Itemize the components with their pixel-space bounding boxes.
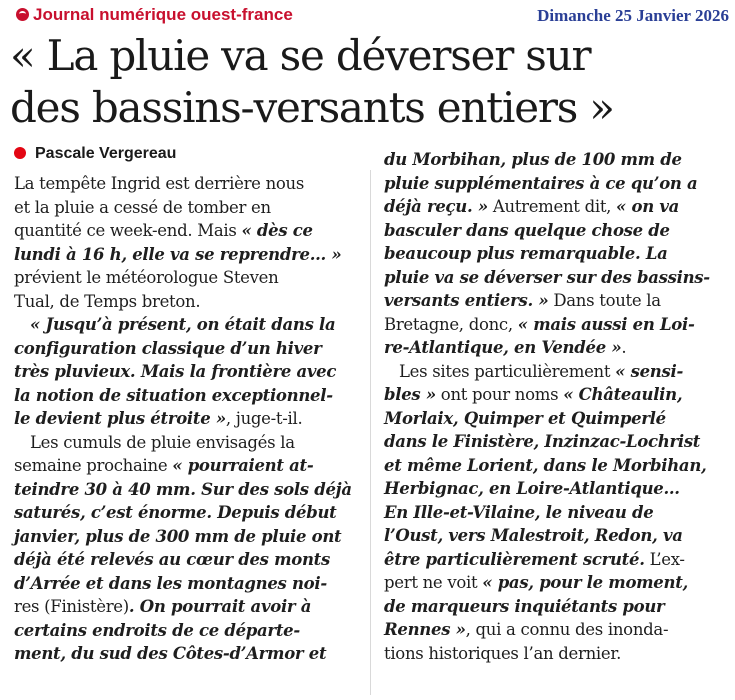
text-line [381, 383, 735, 407]
text-line [381, 336, 735, 360]
quote-segment: . On pourrait avoir à [128, 597, 312, 616]
text-line [0, 384, 380, 408]
text-line [0, 525, 380, 549]
text-segment: pert ne voit [384, 573, 483, 592]
quote-segment: certains endroits de ce départe- [14, 620, 300, 640]
text-segment: L’ex- [644, 549, 685, 569]
text-line [0, 478, 380, 502]
quote-segment: « dès ce [241, 221, 313, 240]
quote-segment: « sensi- [615, 361, 683, 381]
text-segment: quantité ce week-end. Mais [14, 221, 242, 240]
quote-segment: lundi à 16 h, elle va se reprendre… » [14, 244, 342, 264]
text-segment: Bretagne, donc, [384, 314, 518, 334]
ouest-france-logo-icon [16, 8, 29, 21]
text-segment: semaine prochaine [14, 456, 173, 475]
text-line [0, 548, 380, 572]
quote-segment: déjà été relevés au cœur des monts [14, 550, 330, 569]
text-line [0, 196, 380, 220]
text-segment: Les cumuls de pluie envisagés la [30, 432, 295, 452]
quote-segment: versants entiers. » [384, 291, 549, 310]
text-line [381, 407, 735, 431]
text-line [0, 619, 380, 643]
text-line [0, 290, 380, 314]
text-segment: Les sites particulièrement [399, 361, 616, 381]
quote-segment: pluie va se déverser sur des bassins- [384, 267, 710, 287]
quote-segment: d’Arrée et dans les montagnes noi- [14, 573, 327, 593]
headline-line-1: « La pluie va se déverser sur [10, 31, 591, 80]
publication-date: Dimanche 25 Janvier 2026 [537, 6, 729, 25]
text-line [381, 524, 735, 548]
quote-segment: configuration classique d’un hiver [14, 338, 322, 358]
text-line [381, 219, 735, 243]
text-line [0, 243, 380, 267]
quote-segment: le devient plus étroite » [14, 409, 226, 428]
text-line [381, 266, 735, 290]
text-line [0, 642, 380, 666]
text-segment: prévient le météorologue Steven [14, 268, 279, 287]
text-line [381, 477, 735, 501]
text-segment: et la pluie a cessé de tomber en [14, 197, 271, 217]
quote-segment: pluie supplémentaires à ce qu’on a [384, 173, 698, 193]
text-segment: Autrement dit, [487, 197, 617, 216]
quote-segment: très pluvieux. Mais la frontière avec [14, 362, 337, 381]
text-line [0, 360, 380, 384]
text-line [381, 360, 735, 384]
quote-segment: basculer dans quelque chose de [384, 220, 670, 240]
text-line [381, 289, 735, 313]
author-name: Pascale Vergereau [35, 145, 177, 162]
text-line [381, 571, 735, 595]
text-segment: La tempête Ingrid est derrière nous [14, 174, 305, 193]
text-line [0, 431, 380, 455]
text-segment: (Finistère) [44, 597, 129, 616]
text-line [0, 407, 380, 431]
quote-segment: dans le Finistère, Inzinzac-Lochrist [384, 432, 701, 451]
article-column-right [381, 148, 735, 665]
text-line [381, 618, 735, 642]
quote-segment: ment, du sud des Côtes-d’Armor et [14, 644, 327, 663]
text-segment: Dans toute la [548, 291, 661, 310]
quote-segment: janvier, plus de 300 mm de pluie ont [14, 526, 342, 546]
text-line [0, 172, 380, 196]
quote-segment: déjà reçu. » [384, 197, 488, 216]
article-headline [10, 30, 730, 134]
quote-segment: En Ille-et-Vilaine, le niveau de [384, 502, 654, 522]
text-line [381, 242, 735, 266]
text-segment: , qui a connu des inonda- [465, 620, 669, 639]
text-segment: ont pour noms [435, 385, 564, 404]
text-line [381, 430, 735, 454]
quote-segment: « Jusqu’à présent, on était dans la [30, 315, 336, 334]
text-line [0, 501, 380, 525]
text-line [0, 313, 380, 337]
source-label [16, 5, 293, 25]
quote-segment: du Morbihan, plus de 100 mm de [384, 150, 682, 169]
text-segment: Tual, de Temps breton. [14, 291, 201, 311]
text-segment: . [621, 338, 627, 357]
byline [14, 145, 176, 163]
quote-segment: « on va [616, 197, 680, 216]
text-segment: res [14, 597, 45, 616]
text-line [0, 337, 380, 361]
text-line [381, 148, 735, 172]
quote-segment: Rennes » [384, 620, 466, 639]
quote-segment: saturés, c’est énorme. Depuis début [14, 503, 337, 522]
article-column-left [0, 172, 380, 666]
text-line [0, 572, 380, 596]
quote-segment: la notion de situation exceptionnel- [14, 385, 333, 405]
quote-segment: « pas, pour le moment, [482, 573, 688, 592]
text-line [0, 454, 380, 478]
quote-segment: Morlaix, Quimper et Quimperlé [384, 408, 666, 428]
quote-segment: de marqueurs inquiétants pour [384, 596, 665, 616]
text-line [381, 172, 735, 196]
quote-segment: re-Atlantique, en Vendée » [384, 338, 622, 357]
text-line [0, 595, 380, 619]
text-line [381, 595, 735, 619]
quote-segment: être particulièrement scruté. [384, 549, 645, 569]
quote-segment: « pourraient at- [172, 456, 314, 475]
headline-line-2: des bassins-versants entiers » [10, 83, 614, 132]
quote-segment: et même Lorient, dans le Morbihan, [384, 455, 707, 475]
quote-segment: Herbignac, en Loire-Atlantique… [384, 479, 680, 498]
text-line [381, 501, 735, 525]
text-segment: tions historiques l’an dernier. [384, 643, 622, 663]
text-line [0, 266, 380, 290]
text-line [381, 548, 735, 572]
masthead-bar [6, 4, 729, 26]
quote-segment: bles » [384, 385, 436, 404]
text-line [381, 313, 735, 337]
text-line [381, 454, 735, 478]
quote-segment: « mais aussi en Loi- [517, 314, 695, 334]
text-line [381, 642, 735, 666]
red-dot-icon [14, 147, 26, 159]
quote-segment: beaucoup plus remarquable. La [384, 244, 668, 263]
source-name: Journal numérique ouest-france [33, 5, 293, 24]
quote-segment: teindre 30 à 40 mm. Sur des sols déjà [14, 479, 352, 499]
text-line [0, 219, 380, 243]
text-line [381, 195, 735, 219]
quote-segment: « Châteaulin, [563, 385, 683, 404]
quote-segment: l’Oust, vers Malestroit, Redon, va [384, 526, 683, 545]
text-segment: , juge-t-il. [225, 409, 303, 428]
